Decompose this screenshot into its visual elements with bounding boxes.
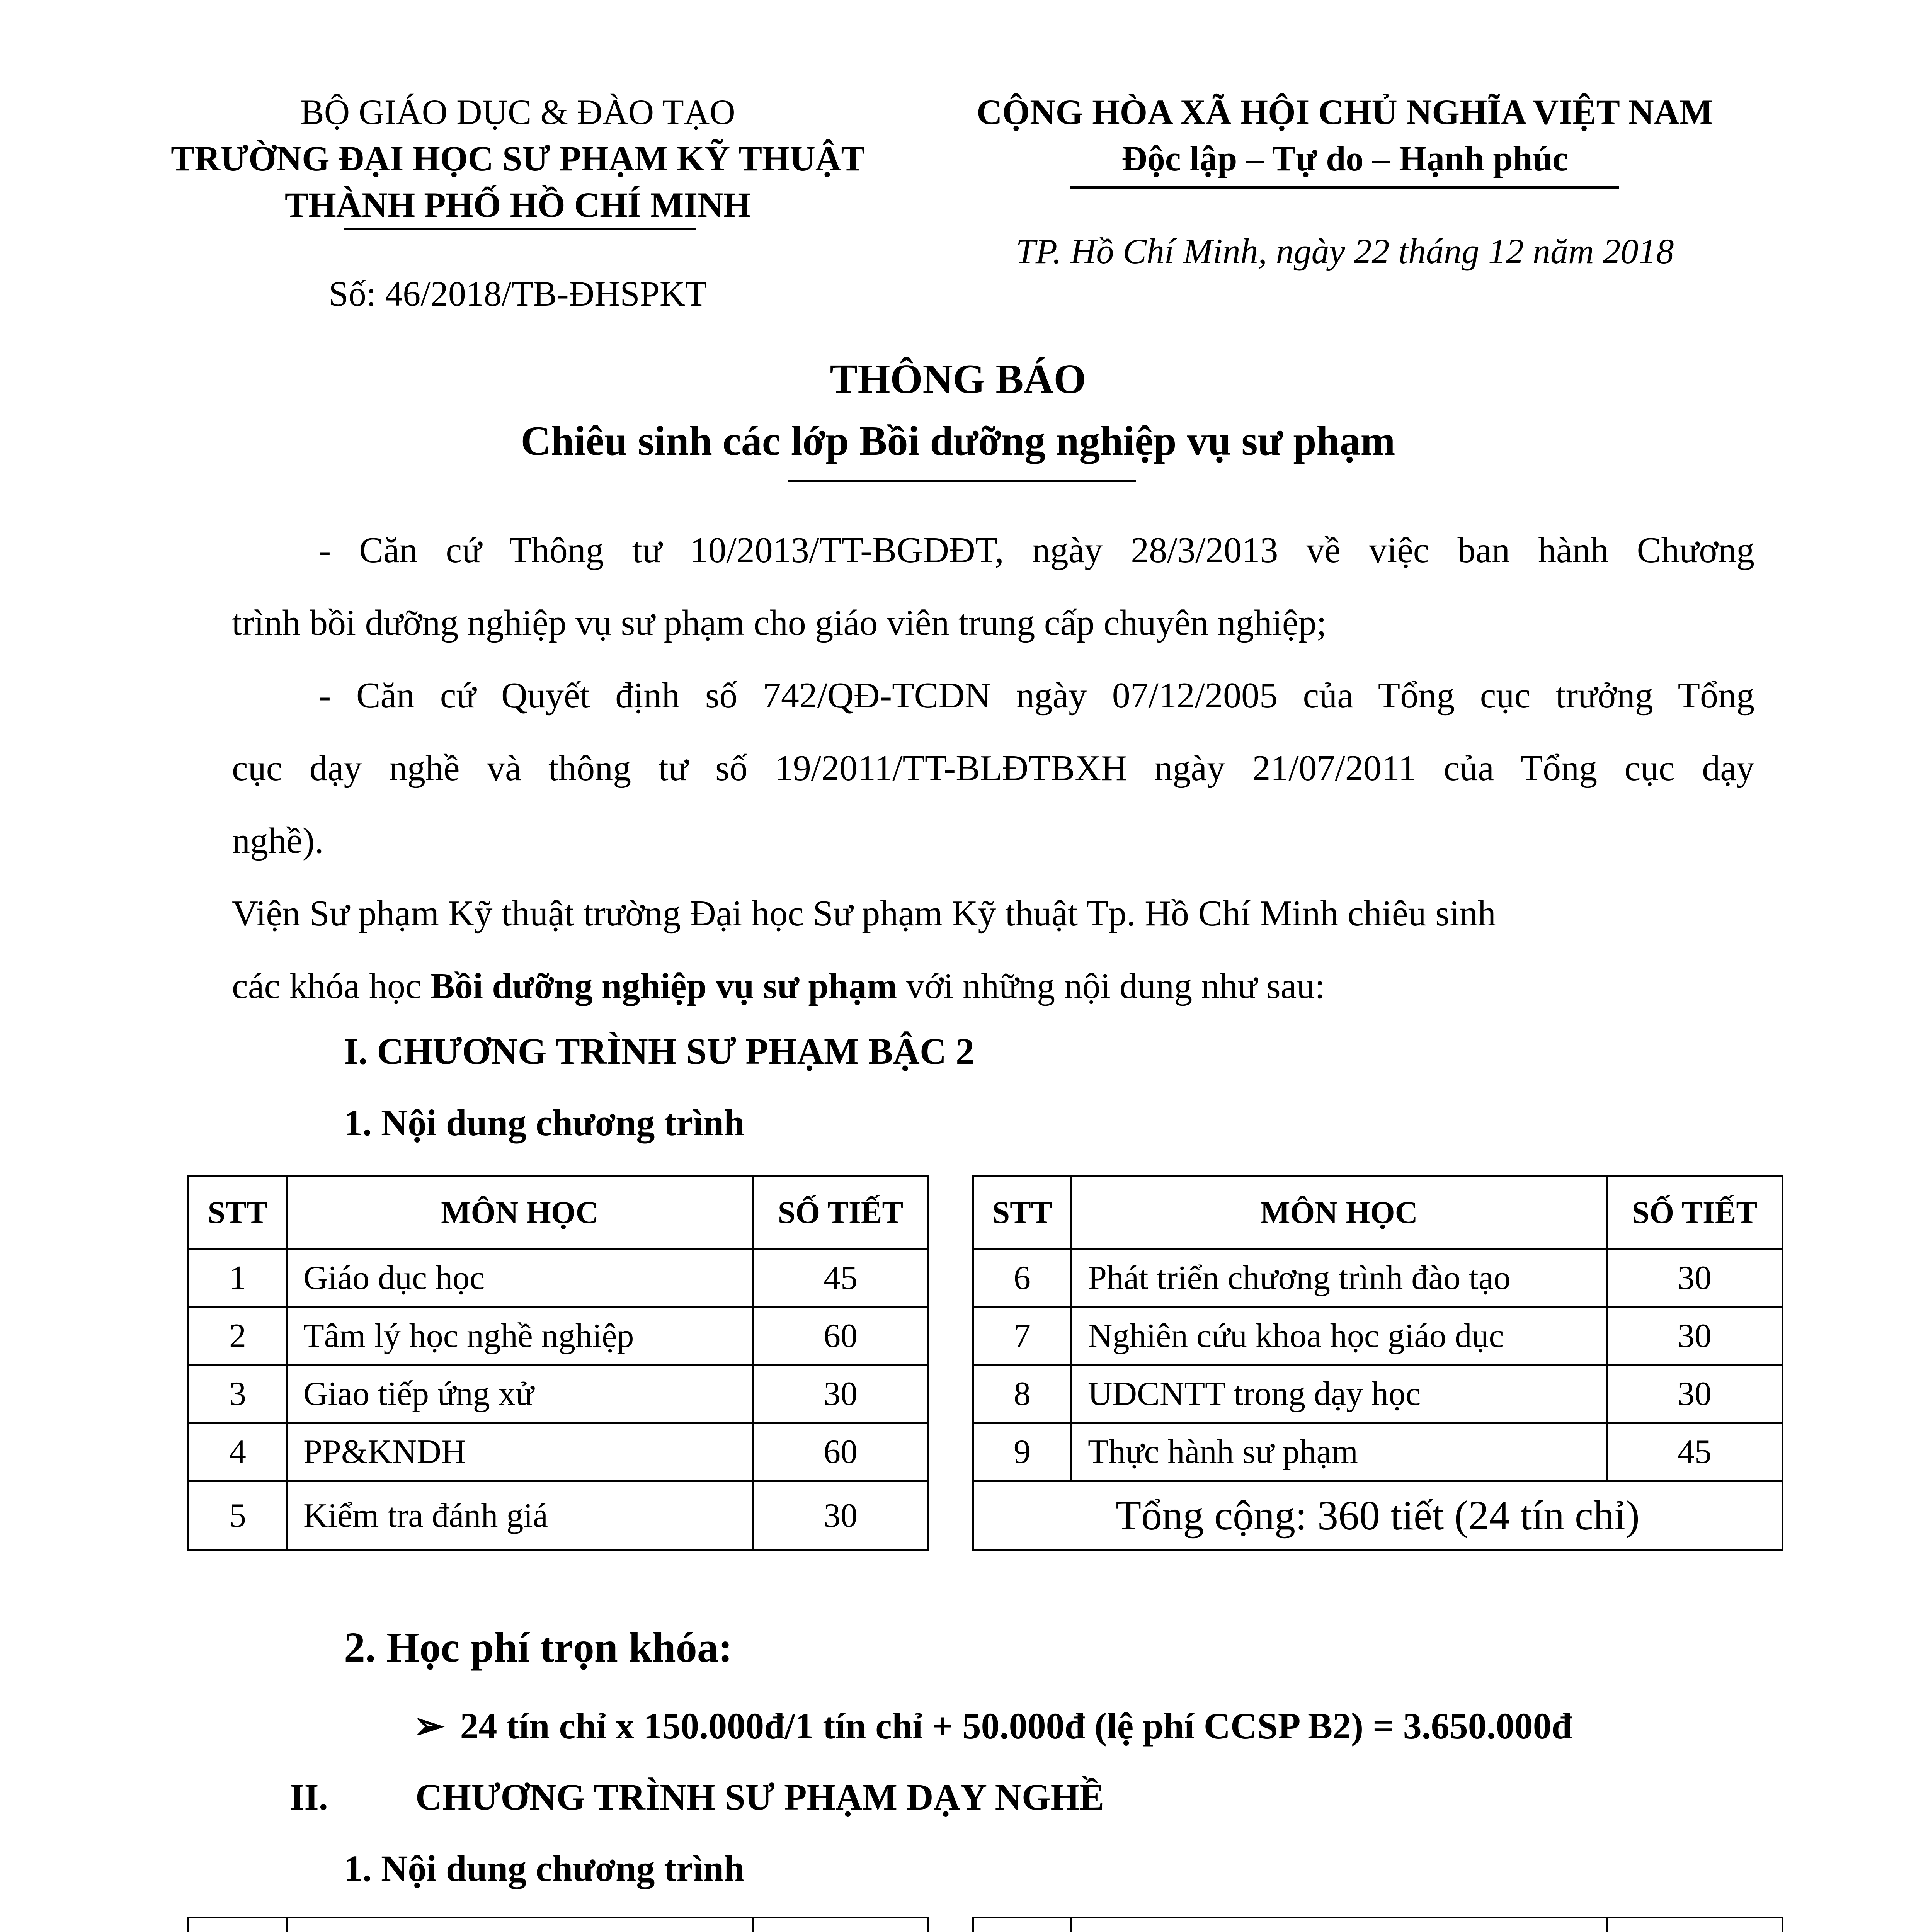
row-periods: 45	[1607, 1423, 1783, 1481]
motto-underline	[1070, 186, 1619, 189]
col-header-periods: SỐ TIẾT	[753, 1176, 929, 1249]
fee-line	[413, 1704, 1572, 1747]
col-header-subject	[287, 1918, 753, 1932]
col-header-periods	[1607, 1918, 1783, 1932]
col-header-subject: MÔN HỌC	[1072, 1176, 1607, 1249]
table-row	[973, 1249, 1783, 1307]
place-and-date: TP. Hồ Chí Minh, ngày 22 tháng 12 năm 2018	[1016, 231, 1674, 271]
col-header-stt	[973, 1918, 1072, 1932]
row-periods: 30	[1607, 1365, 1783, 1423]
country-name: CỘNG HÒA XÃ HỘI CHỦ NGHĨA VIỆT NAM	[977, 92, 1713, 132]
basis-1-line2: trình bồi dưỡng nghiệp vụ sư phạm cho giáo viên trung cấp chuyên nghiệp;	[232, 603, 1327, 643]
header-left-underline	[344, 228, 696, 230]
col-header-stt: STT	[189, 1176, 287, 1249]
school-name-line2: THÀNH PHỐ HỒ CHÍ MINH	[284, 185, 751, 224]
row-stt: 1	[189, 1249, 287, 1307]
intro-line1: Viện Sư phạm Kỹ thuật trường Đại học Sư phạm Kỹ thuật Tp. Hồ Chí Minh chiêu sinh	[232, 893, 1496, 934]
section-2-table-left	[187, 1917, 929, 1932]
section-1-table-left	[187, 1175, 929, 1551]
section-2-heading: CHƯƠNG TRÌNH SƯ PHẠM DẠY NGHỀ	[415, 1776, 1104, 1818]
notice-title: THÔNG BÁO	[830, 356, 1086, 402]
col-header-subject	[1072, 1918, 1607, 1932]
section-2-numeral: II.	[290, 1776, 328, 1818]
col-header-periods	[753, 1918, 929, 1932]
row-periods: 30	[1607, 1249, 1783, 1307]
row-stt: 6	[973, 1249, 1072, 1307]
table-row	[973, 1481, 1783, 1551]
row-subject: Giáo dục học	[287, 1249, 753, 1307]
basis-1-line1: - Căn cứ Thông tư 10/2013/TT-BGDĐT, ngày 28/3/2013 về việc ban hành Chương	[319, 530, 1754, 570]
col-header-periods: SỐ TIẾT	[1607, 1176, 1783, 1249]
table-row	[189, 1481, 929, 1551]
col-header-stt: STT	[973, 1176, 1072, 1249]
arrow-bullet-icon: ➢	[413, 1705, 445, 1747]
row-periods: 45	[753, 1249, 929, 1307]
row-subject: Tâm lý học nghề nghiệp	[287, 1307, 753, 1365]
table-row	[973, 1365, 1783, 1423]
table-row	[189, 1365, 929, 1423]
ministry-name: BỘ GIÁO DỤC & ĐÀO TẠO	[300, 92, 735, 132]
table-row	[973, 1423, 1783, 1481]
row-periods: 60	[753, 1423, 929, 1481]
table-row	[189, 1249, 929, 1307]
row-periods: 30	[1607, 1307, 1783, 1365]
row-subject: Kiểm tra đánh giá	[287, 1481, 753, 1551]
intro-line2-pre: các khóa học	[232, 966, 431, 1006]
intro-line2-bold: Bồi dưỡng nghiệp vụ sư phạm	[431, 966, 897, 1006]
row-subject: Nghiên cứu khoa học giáo dục	[1072, 1307, 1607, 1365]
intro-line2-post: với những nội dung như sau:	[897, 966, 1325, 1006]
row-subject: Thực hành sư phạm	[1072, 1423, 1607, 1481]
row-subject: PP&KNDH	[287, 1423, 753, 1481]
subtitle-underline	[788, 480, 1136, 482]
section-2-subheading-content: 1. Nội dung chương trình	[344, 1848, 745, 1889]
total-periods: Tổng cộng: 360 tiết (24 tín chỉ)	[973, 1481, 1783, 1551]
row-subject: UDCNTT trong dạy học	[1072, 1365, 1607, 1423]
col-header-subject: MÔN HỌC	[287, 1176, 753, 1249]
basis-2-line3: nghề).	[232, 821, 324, 861]
header-right	[920, 89, 1770, 182]
header-left	[116, 89, 920, 228]
row-stt: 3	[189, 1365, 287, 1423]
document-number: Số: 46/2018/TB-ĐHSPKT	[328, 274, 707, 313]
row-stt: 7	[973, 1307, 1072, 1365]
table-row	[973, 1307, 1783, 1365]
section-1-table-right	[972, 1175, 1783, 1551]
row-stt: 2	[189, 1307, 287, 1365]
row-stt: 8	[973, 1365, 1072, 1423]
row-subject: Phát triển chương trình đào tạo	[1072, 1249, 1607, 1307]
basis-2-line2: cục dạy nghề và thông tư số 19/2011/TT-BLĐTBXH ngày 21/07/2011 của Tổng cục dạy	[232, 748, 1754, 788]
section-1-subheading-content: 1. Nội dung chương trình	[344, 1102, 745, 1143]
row-periods: 30	[753, 1481, 929, 1551]
fee-formula: 24 tín chỉ x 150.000đ/1 tín chỉ + 50.000đ (lệ phí CCSP B2) = 3.650.000đ	[460, 1705, 1572, 1747]
row-periods: 60	[753, 1307, 929, 1365]
section-2-table-right	[972, 1917, 1783, 1932]
col-header-stt	[189, 1918, 287, 1932]
school-name-line1: TRƯỜNG ĐẠI HỌC SƯ PHẠM KỸ THUẬT	[171, 139, 865, 178]
table-row	[189, 1307, 929, 1365]
intro-line2	[232, 950, 1754, 1022]
row-stt: 4	[189, 1423, 287, 1481]
section-1-heading: I. CHƯƠNG TRÌNH SƯ PHẠM BẬC 2	[344, 1031, 975, 1072]
body-text	[232, 514, 1754, 1022]
table-row	[189, 1423, 929, 1481]
national-motto: Độc lập – Tự do – Hạnh phúc	[1121, 139, 1568, 178]
row-periods: 30	[753, 1365, 929, 1423]
notice-subtitle: Chiêu sinh các lớp Bồi dưỡng nghiệp vụ sư phạm	[521, 418, 1395, 464]
row-stt: 5	[189, 1481, 287, 1551]
row-subject: Giao tiếp ứng xử	[287, 1365, 753, 1423]
basis-2-line1: - Căn cứ Quyết định số 742/QĐ-TCDN ngày 07/12/2005 của Tổng cục trưởng Tổng	[319, 675, 1754, 716]
row-stt: 9	[973, 1423, 1072, 1481]
section-1-subheading-fee: 2. Học phí trọn khóa:	[344, 1624, 733, 1671]
